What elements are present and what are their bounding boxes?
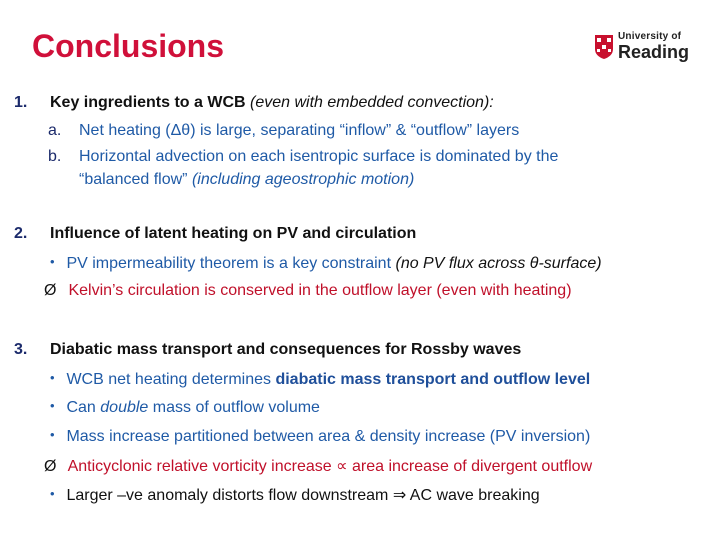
item-2a <box>50 254 602 273</box>
section-1-number: 1. <box>14 94 28 111</box>
item-3a-emphasis: diabatic mass transport and outflow level <box>275 371 591 388</box>
crest-icon <box>594 34 614 60</box>
bullet-icon: • <box>50 427 55 442</box>
section-1-heading-note: (even with embedded convection): <box>250 94 494 111</box>
item-3a-text: WCB net heating determines <box>66 371 271 388</box>
university-logo <box>594 32 690 68</box>
item-3b-text-a: Can <box>66 399 96 416</box>
item-3d-text: Anticyclonic relative vorticity increase ∝ area increase of divergent outflow <box>67 458 593 475</box>
item-1b-continuation <box>79 171 414 189</box>
arrow-bullet-icon: Ø <box>44 458 57 475</box>
bullet-icon: • <box>50 486 55 501</box>
bullet-icon: • <box>50 370 55 385</box>
item-1a-marker: a. <box>48 122 62 139</box>
logo-line-2: Reading <box>618 42 690 62</box>
section-3-heading: Diabatic mass transport and consequences for Rossby waves <box>50 341 522 358</box>
item-2b <box>44 282 572 300</box>
item-3a <box>50 370 590 389</box>
item-3b-text-b: double <box>100 399 149 416</box>
item-3c <box>50 427 590 446</box>
bullet-icon: • <box>50 398 55 413</box>
bullet-icon: • <box>50 254 55 269</box>
arrow-bullet-icon: Ø <box>44 282 57 299</box>
item-1b-marker: b. <box>48 148 62 165</box>
item-1b-note: (including ageostrophic motion) <box>191 171 415 188</box>
section-2-number: 2. <box>14 225 28 242</box>
section-2-heading: Influence of latent heating on PV and circulation <box>50 225 417 242</box>
item-1b-text: Horizontal advection on each isentropic surface is dominated by the <box>79 148 559 165</box>
item-1a-text: Net heating (Δθ) is large, separating “inflow” & “outflow” layers <box>79 122 520 139</box>
section-1-heading: Key ingredients to a WCB <box>50 94 246 111</box>
logo-line-1: University of <box>618 31 682 42</box>
item-3b-text-c: mass of outflow volume <box>152 399 320 416</box>
item-2a-note: (no PV flux across θ-surface) <box>395 255 602 272</box>
slide-title: Conclusions <box>32 28 225 64</box>
section-1-heading-row <box>50 94 494 112</box>
item-3d <box>44 456 592 476</box>
item-2b-text: Kelvin’s circulation is conserved in the outflow layer (even with heating) <box>68 282 572 299</box>
item-3b <box>50 398 320 417</box>
item-3e-text: Larger –ve anomaly distorts flow downstream ⇒ AC wave breaking <box>66 487 540 504</box>
section-3-number: 3. <box>14 341 28 358</box>
item-3e <box>50 485 540 505</box>
item-2a-text: PV impermeability theorem is a key constraint <box>66 255 392 272</box>
item-3c-text: Mass increase partitioned between area & density increase (PV inversion) <box>66 428 591 445</box>
item-1b-balanced-flow: “balanced flow” <box>79 171 188 188</box>
